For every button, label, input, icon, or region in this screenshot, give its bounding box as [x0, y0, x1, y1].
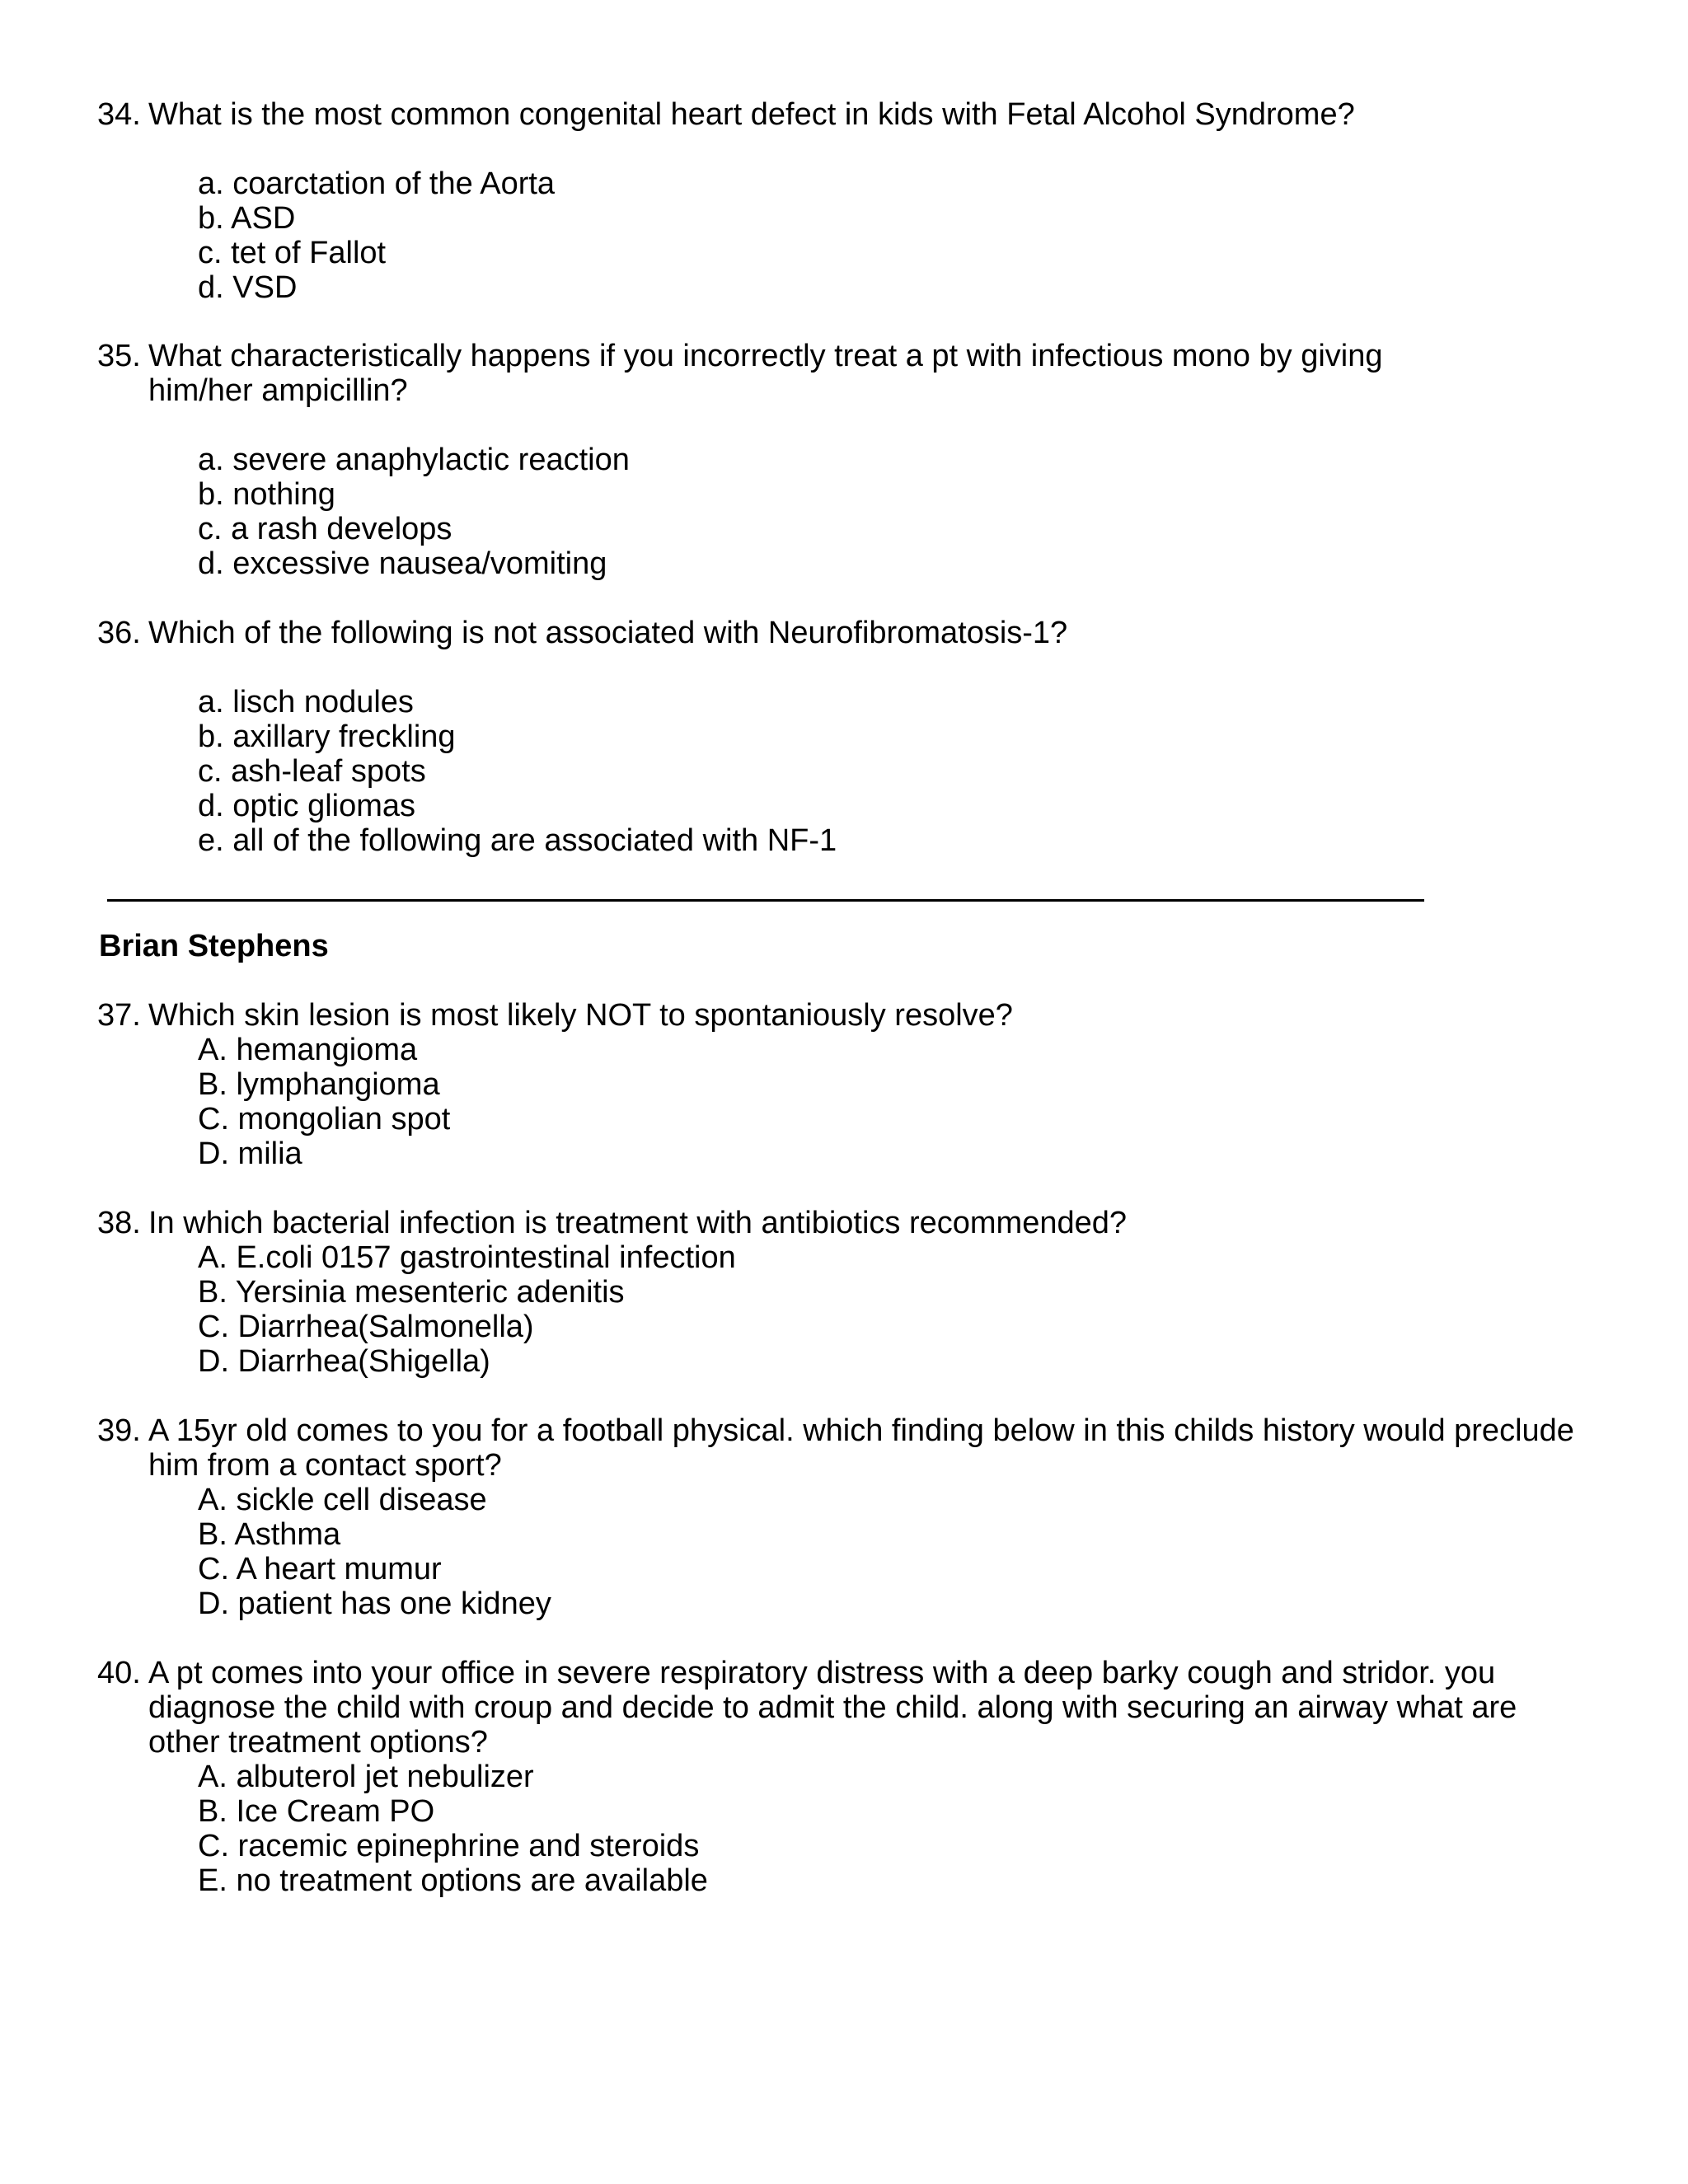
option: a. lisch nodules — [198, 685, 414, 719]
options-list — [97, 1760, 1556, 1898]
question-text: A pt comes into your office in severe respiratory distress with a deep barky cough and stridor. you diagnose the child with croup and decide to admit the child. along with securing an airway what are other treatment options? — [148, 1656, 1517, 1760]
question-34 — [97, 97, 1581, 305]
question-number: 37. — [97, 998, 141, 1033]
question-stem — [97, 97, 1581, 132]
option: d. excessive nausea/vomiting — [198, 546, 607, 581]
option: b. nothing — [198, 477, 335, 512]
option: c. ash-leaf spots — [198, 754, 426, 789]
question-text: A 15yr old comes to you for a football physical. which finding below in this childs history would preclude him from a contact sport? — [148, 1413, 1574, 1483]
options-list — [97, 443, 1465, 581]
question-35 — [97, 339, 1465, 581]
question-number: 36. — [97, 616, 141, 650]
option: d. optic gliomas — [198, 789, 416, 823]
option: b. axillary freckling — [198, 719, 456, 754]
option: A. hemangioma — [198, 1033, 418, 1067]
question-38 — [97, 1206, 1581, 1379]
question-stem — [97, 998, 1581, 1033]
option: a. coarctation of the Aorta — [198, 166, 556, 201]
option: b. ASD — [198, 201, 296, 236]
options-list — [97, 685, 1581, 858]
option: B. lymphangioma — [198, 1067, 440, 1102]
author-name: Brian Stephens — [99, 929, 329, 963]
question-text: What characteristically happens if you incorrectly treat a pt with infectious mono by giving him/her ampicillin? — [148, 339, 1383, 408]
option: c. tet of Fallot — [198, 236, 387, 270]
question-number: 39. — [97, 1413, 141, 1448]
option: D. Diarrhea(Shigella) — [198, 1344, 490, 1379]
question-stem — [97, 616, 1581, 650]
question-number: 40. — [97, 1656, 141, 1690]
section-divider — [107, 899, 1424, 902]
question-text: In which bacterial infection is treatment with antibiotics recommended? — [148, 1206, 1128, 1240]
option: A. sickle cell disease — [198, 1483, 487, 1517]
option: E. no treatment options are available — [198, 1863, 708, 1898]
option: a. severe anaphylactic reaction — [198, 443, 630, 477]
option: A. E.coli 0157 gastrointestinal infection — [198, 1240, 736, 1275]
option: C. mongolian spot — [198, 1102, 451, 1137]
question-stem — [97, 1413, 1581, 1483]
option: D. patient has one kidney — [198, 1586, 551, 1621]
option: B. Ice Cream PO — [198, 1794, 435, 1829]
question-39 — [97, 1413, 1581, 1621]
options-list — [97, 1483, 1581, 1621]
question-number: 35. — [97, 339, 141, 373]
question-stem — [97, 1656, 1556, 1760]
options-list — [97, 1240, 1581, 1379]
question-text: What is the most common congenital heart defect in kids with Fetal Alcohol Syndrome? — [148, 97, 1355, 132]
options-list — [97, 166, 1581, 305]
option: D. milia — [198, 1137, 302, 1171]
question-number: 34. — [97, 97, 141, 132]
question-number: 38. — [97, 1206, 141, 1240]
option: C. A heart mumur — [198, 1552, 442, 1586]
question-36 — [97, 616, 1581, 858]
question-text: Which of the following is not associated with Neurofibromatosis-1? — [148, 616, 1068, 650]
option: B. Asthma — [198, 1517, 341, 1552]
options-list — [97, 1033, 1581, 1171]
question-stem — [97, 339, 1465, 408]
option: e. all of the following are associated with NF-1 — [198, 823, 837, 858]
option: B. Yersinia mesenteric adenitis — [198, 1275, 625, 1310]
question-37 — [97, 998, 1581, 1171]
option: c. a rash develops — [198, 512, 452, 546]
option: C. racemic epinephrine and steroids — [198, 1829, 700, 1863]
question-40 — [97, 1656, 1556, 1898]
question-text: Which skin lesion is most likely NOT to spontaniously resolve? — [148, 998, 1013, 1033]
option: A. albuterol jet nebulizer — [198, 1760, 534, 1794]
option: C. Diarrhea(Salmonella) — [198, 1310, 534, 1344]
option: d. VSD — [198, 270, 298, 305]
question-stem — [97, 1206, 1581, 1240]
